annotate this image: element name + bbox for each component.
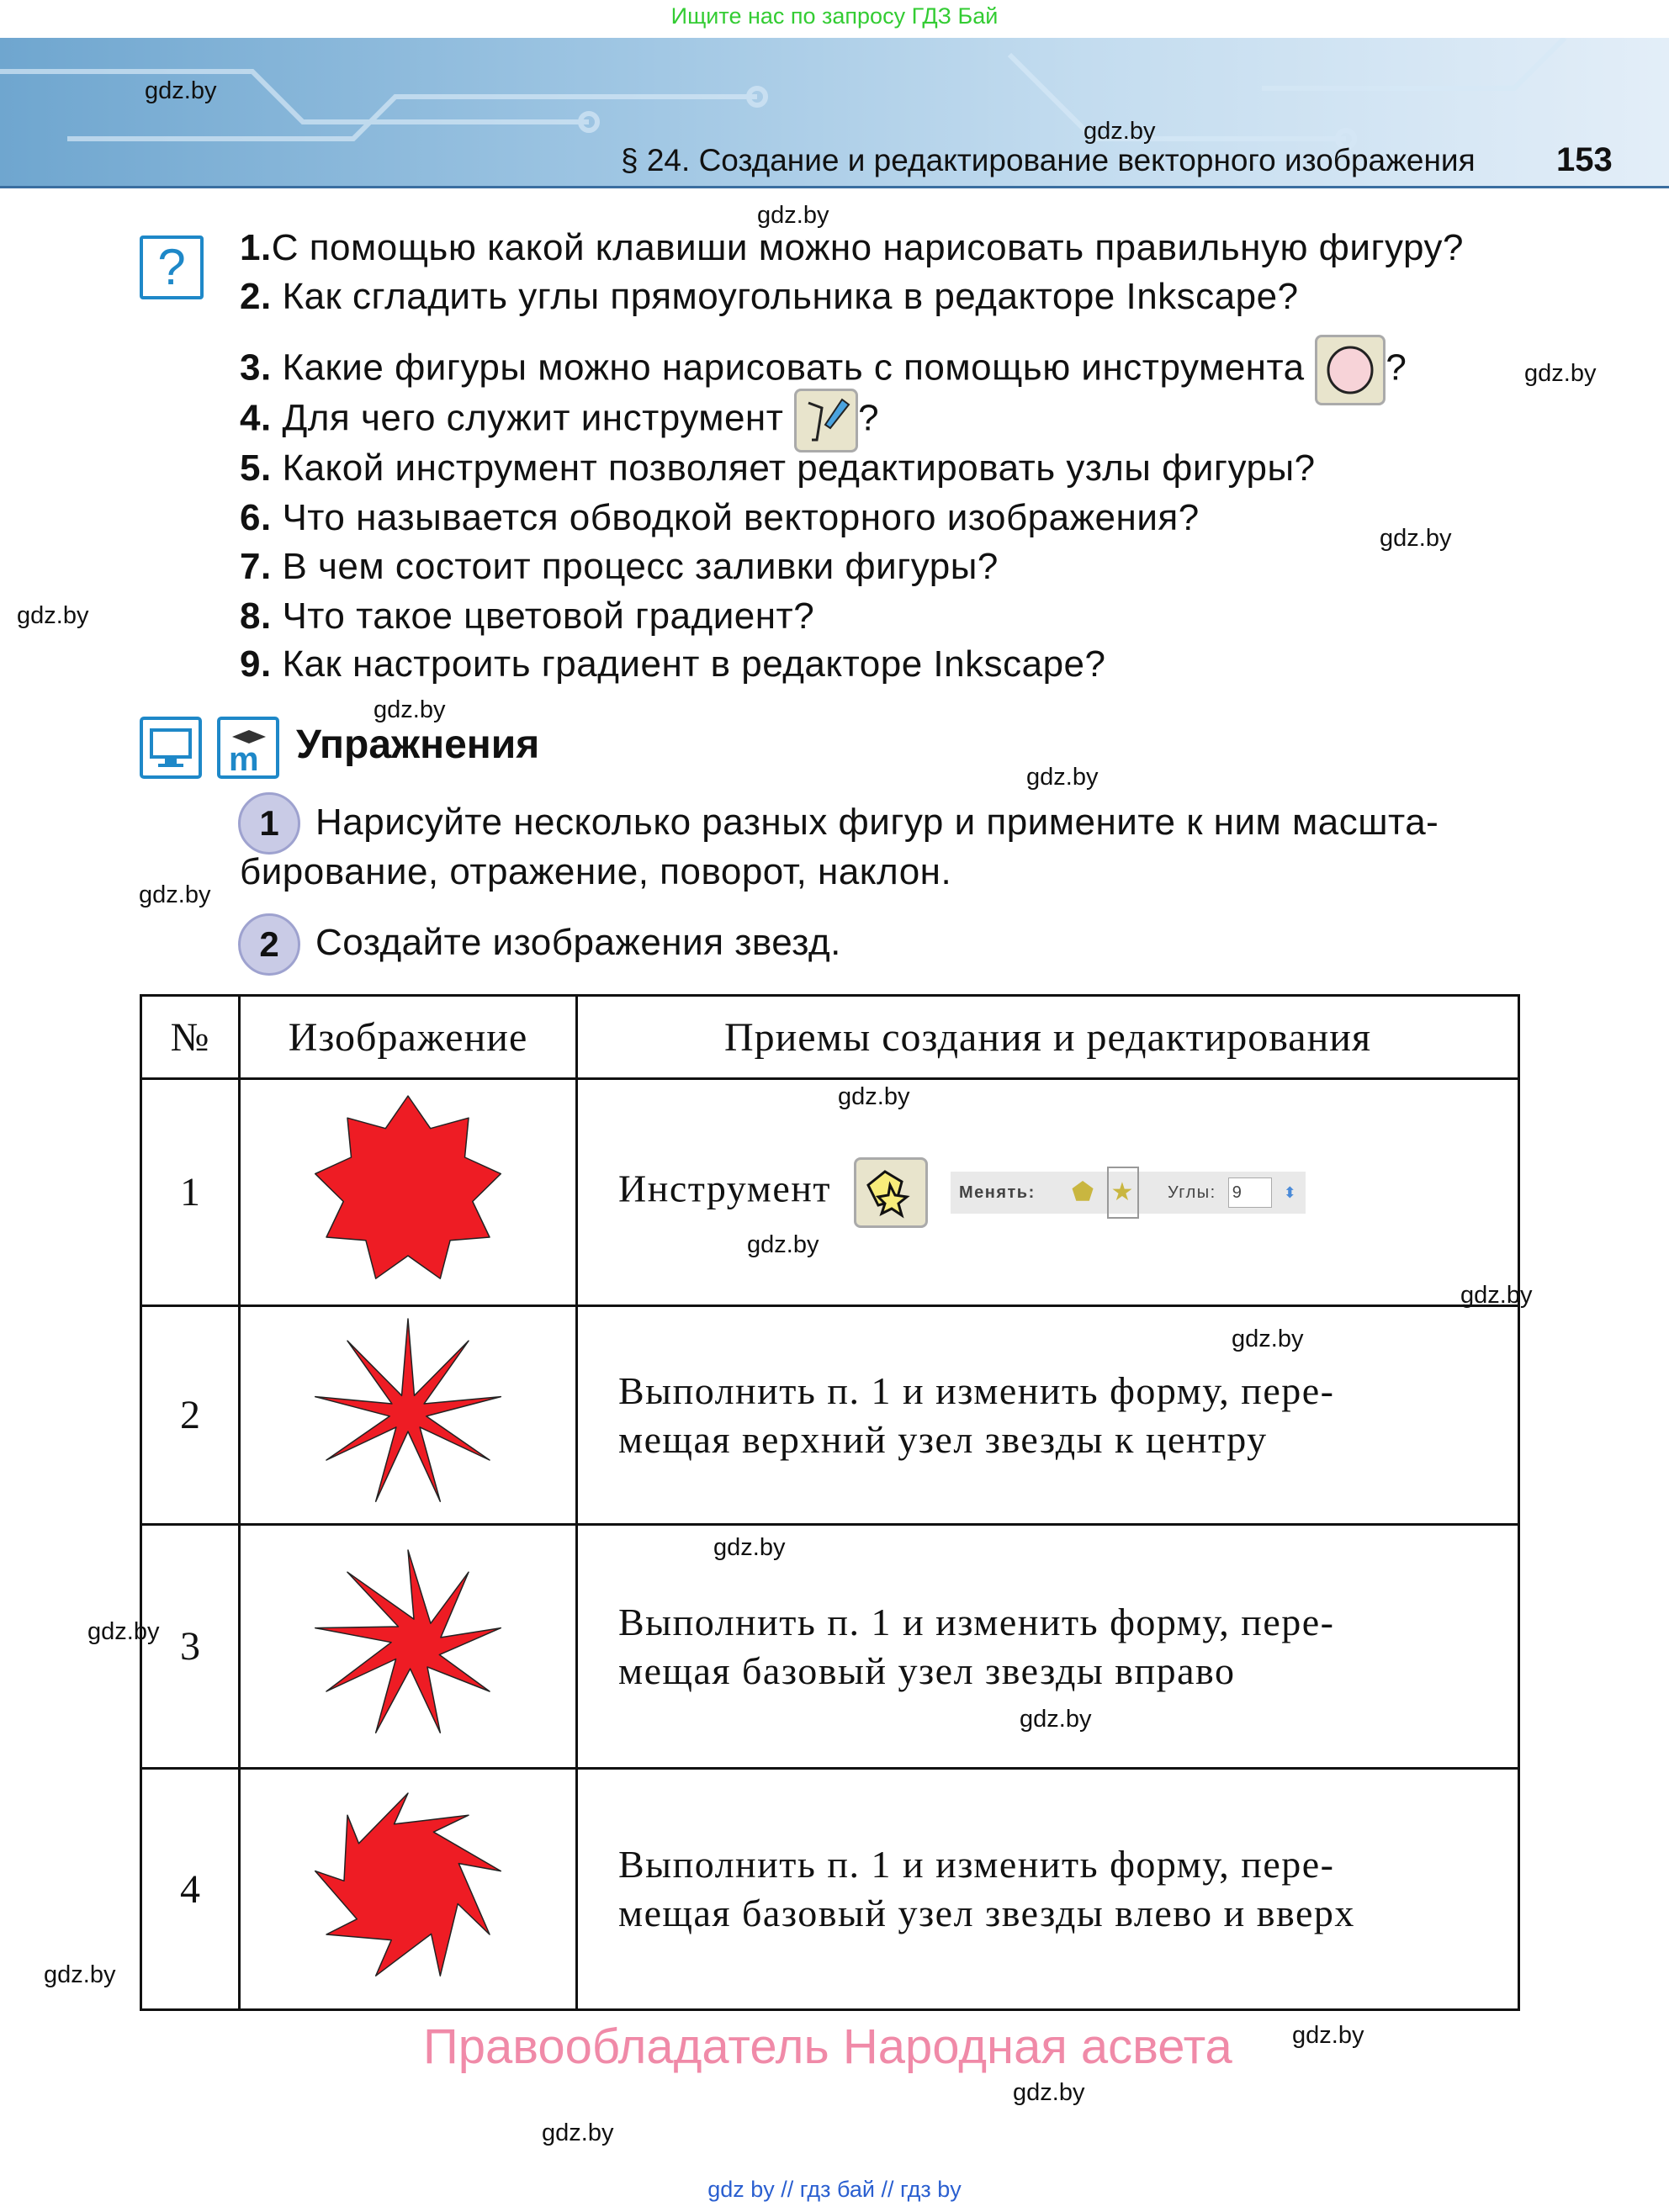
star-image — [307, 1089, 509, 1291]
top-note: Ищите нас по запросу ГДЗ Бай — [670, 3, 999, 29]
watermark: gdz.by — [17, 602, 89, 629]
watermark: gdz.by — [1460, 1282, 1533, 1309]
corners-spinner[interactable]: ⬍ — [1283, 1183, 1298, 1201]
watermark: gdz.by — [1292, 2022, 1364, 2049]
watermark: gdz.by — [145, 77, 217, 104]
copyright-footer: Правообладатель Народная асвета — [423, 2019, 1232, 2074]
desc-line2: мещая базовый узел звезды влево и вверх — [618, 1892, 1355, 1934]
star-shape — [315, 1319, 501, 1501]
header-image: Изображение — [240, 996, 577, 1079]
star-shape — [315, 1793, 501, 1976]
star-tool-icon — [854, 1157, 928, 1228]
question-5: 5. Какой инструмент позволяет редактировать узлы фигуры? — [240, 447, 1316, 489]
row-image — [240, 1306, 577, 1525]
star-image — [307, 1312, 509, 1514]
table-row — [141, 1769, 1519, 2010]
watermark: gdz.by — [1524, 360, 1597, 387]
row-image — [240, 1525, 577, 1769]
desc-line2: мещая верхний узел звезды к центру — [618, 1417, 1268, 1461]
calligraphy-tool-icon — [794, 389, 858, 452]
header-divider — [0, 186, 1669, 188]
desc-line1: Выполнить п. 1 и изменить форму, пере- — [618, 1843, 1335, 1886]
exercise-1-line1: Нарисуйте несколько разных фигур и примените к ним масшта- — [315, 802, 1439, 843]
desc-line1: Выполнить п. 1 и изменить форму, пере- — [618, 1600, 1335, 1643]
question-4: 4. Для чего служит инструмент ? — [240, 389, 879, 452]
table-row — [141, 1079, 1519, 1306]
exercises-heading: Упражнения — [296, 722, 540, 767]
row-number: 1 — [141, 1079, 240, 1306]
desc-line2: мещая базовый узел звезды вправо — [618, 1648, 1236, 1692]
table-header-row — [141, 996, 1519, 1079]
section-title: § 24. Создание и редактирование векторного изображения — [621, 143, 1476, 177]
question-icon: ? — [140, 235, 204, 299]
question-7: 7. В чем состоит процесс заливки фигуры? — [240, 546, 999, 587]
exercise-1-number: 1 — [238, 792, 300, 855]
header-methods: Приемы создания и редактирования — [577, 996, 1519, 1079]
corners-input[interactable]: 9 — [1228, 1177, 1272, 1208]
watermark: gdz.by — [1020, 1706, 1092, 1733]
watermark: gdz.by — [838, 1083, 910, 1110]
watermark: gdz.by — [1232, 1326, 1304, 1352]
watermark: gdz.by — [1026, 764, 1099, 791]
exercise-1-line2: бирование, отражение, поворот, наклон. — [240, 851, 952, 892]
question-8: 8. Что такое цветовой градиент? — [240, 595, 815, 637]
watermark: gdz.by — [757, 202, 829, 229]
star-image — [307, 1543, 509, 1745]
row-number: 4 — [141, 1769, 240, 2010]
watermark: gdz.by — [139, 881, 211, 908]
watermark: gdz.by — [747, 1231, 819, 1258]
watermark: gdz.by — [1084, 118, 1156, 145]
ellipse-tool-icon — [1315, 335, 1386, 405]
star-mode-icon[interactable]: ★ — [1107, 1167, 1139, 1219]
question-3: 3. Какие фигуры можно нарисовать с помощью инструмента ? — [240, 335, 1407, 405]
row-image — [240, 1769, 577, 2010]
row-description — [577, 1079, 1519, 1306]
watermark: gdz.by — [1380, 525, 1452, 552]
row-description — [577, 1769, 1519, 2010]
star-shape — [315, 1550, 501, 1733]
watermark: gdz.by — [374, 696, 446, 723]
desc-line1: Выполнить п. 1 и изменить форму, пере- — [618, 1368, 1335, 1412]
star-image — [307, 1786, 509, 1988]
computer-icon — [140, 717, 202, 779]
question-6: 6. Что называется обводкой векторного изображения? — [240, 497, 1200, 538]
online-course-icon — [217, 717, 279, 779]
tool-label: Инструмент — [618, 1167, 831, 1210]
table-row — [141, 1525, 1519, 1769]
row-number: 3 — [141, 1525, 240, 1769]
polygon-mode-icon[interactable]: ⬟ — [1071, 1177, 1095, 1206]
question-1: 1.С помощью какой клавиши можно нарисовать правильную фигуру? — [240, 227, 1464, 268]
watermark: gdz.by — [87, 1618, 160, 1645]
watermark: gdz.by — [1013, 2079, 1085, 2106]
question-9: 9. Как настроить градиент в редакторе Inkscape? — [240, 643, 1106, 685]
row-number: 2 — [141, 1306, 240, 1525]
row-image — [240, 1079, 577, 1306]
bottom-links[interactable]: gdz by // гдз бай // гдз by — [707, 2177, 962, 2202]
row-description — [577, 1306, 1519, 1525]
svg-text:m: m — [229, 741, 259, 775]
stars-table — [140, 994, 1520, 2011]
header-number: № — [141, 996, 240, 1079]
page-number: 153 — [1556, 141, 1613, 178]
exercise-2-line1: Создайте изображения звезд. — [315, 922, 841, 963]
watermark: gdz.by — [44, 1961, 116, 1988]
table-row — [141, 1306, 1519, 1525]
question-2: 2. Как сгладить углы прямоугольника в редакторе Inkscape? — [240, 276, 1299, 317]
corners-label: Углы: — [1167, 1183, 1216, 1202]
change-label: Менять: — [958, 1183, 1036, 1202]
star-shape — [315, 1096, 501, 1278]
watermark: gdz.by — [713, 1534, 786, 1561]
watermark: gdz.by — [542, 2119, 614, 2146]
star-toolbar — [951, 1172, 1306, 1214]
exercise-2-number: 2 — [238, 913, 300, 976]
